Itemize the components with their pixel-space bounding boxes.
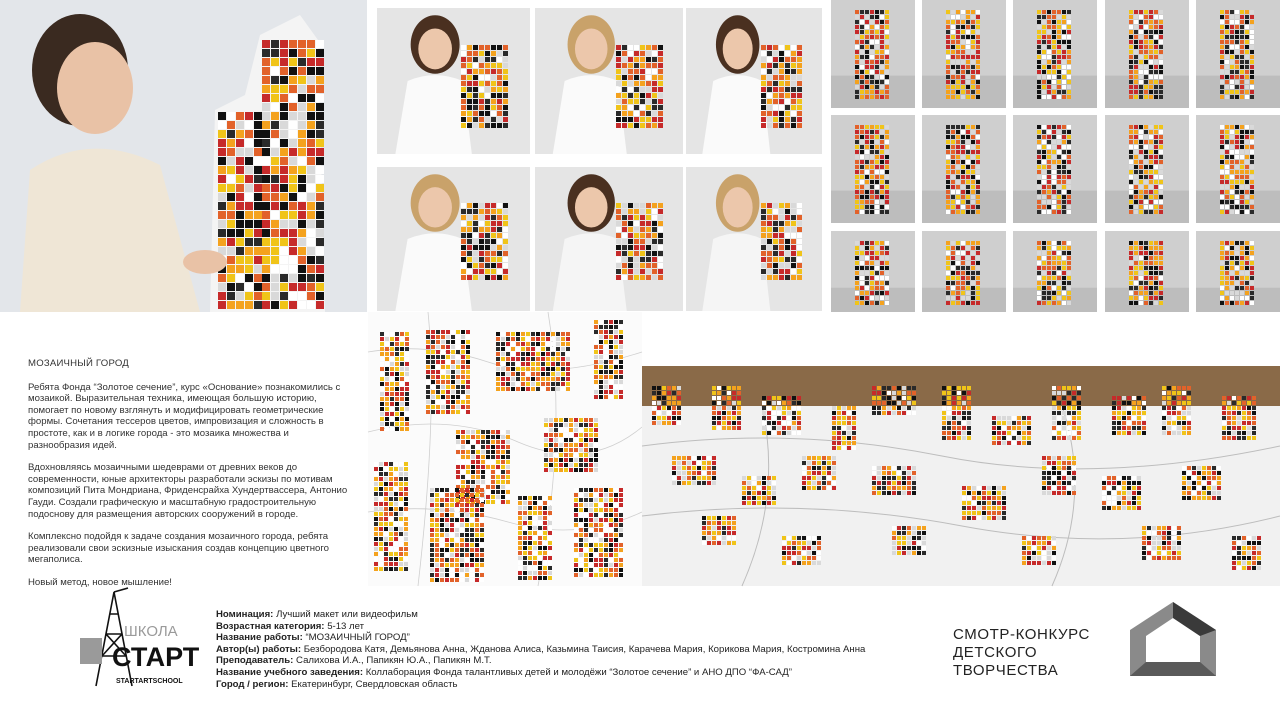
- photo-girl-2: [535, 8, 683, 154]
- description-title: МОЗАИЧНЫЙ ГОРОД: [28, 358, 129, 369]
- logo-word-top: ШКОЛА: [124, 623, 178, 640]
- info-nomination: Номинация: Лучший макет или видеофильм: [216, 609, 418, 620]
- city-model-photo: [642, 366, 1280, 586]
- contest-title: [953, 626, 1113, 680]
- main-photo-girl-with-mosaic: [0, 0, 367, 312]
- description-paragraph-2: Вдохновляясь мозаичными шедеврами от древних веков до современности, юные архитекторы разработали эскизы по мотивам композиций Пита Мондриана, Фриденсрайха Хундертвассера, Антонио Гауди. Создали графическую и масштабную градостроительную подоснову для размещения авторских сооружений в городе.: [28, 462, 348, 520]
- model-photo-11: [831, 231, 915, 312]
- model-photo-4: [1105, 0, 1189, 108]
- school-start-logo: [66, 586, 200, 690]
- model-photo-2: [922, 0, 1006, 108]
- sketches-panel: [368, 312, 642, 586]
- info-authors: Автор(ы) работы: Безбородова Катя, Демьянова Анна, Жданова Алиса, Казьмина Таисия, Карачева Мария, Корикова Мария, Костромина Анна: [216, 643, 866, 655]
- contest-house-logo: [1128, 600, 1218, 678]
- contest-title-line-3: ТВОРЧЕСТВА: [953, 662, 1059, 679]
- info-city: Город / регион: Екатеринбург, Свердловская область: [216, 678, 458, 690]
- model-photo-14: [1105, 231, 1189, 312]
- model-photo-7: [922, 115, 1006, 223]
- contest-title-line-2: ДЕТСКОГО: [953, 644, 1038, 661]
- model-photo-13: [1013, 231, 1097, 312]
- info-teacher: Преподаватель: Салихова И.А., Папикян Ю.А., Папикян М.Т.: [216, 655, 492, 667]
- logo-word-bottom: STARTARTSCHOOL: [116, 678, 183, 685]
- info-work-title: Название работы: “МОЗАИЧНЫЙ ГОРОД”: [216, 632, 410, 644]
- model-photo-9: [1105, 115, 1189, 223]
- model-photo-12: [922, 231, 1006, 312]
- model-photo-1: [831, 0, 915, 108]
- photo-girl-5: [535, 167, 683, 311]
- model-photo-10: [1196, 115, 1280, 223]
- photo-girl-6: [686, 167, 822, 311]
- photo-girl-1: [377, 8, 530, 154]
- description-paragraph-4: Новый метод, новое мышление!: [28, 576, 172, 588]
- model-photo-8: [1013, 115, 1097, 223]
- logo-word-main: СТАРТ: [112, 642, 200, 672]
- model-photo-5: [1196, 0, 1280, 108]
- photo-girl-4: [377, 167, 530, 311]
- contest-title-line-1: СМОТР-КОНКУРС: [953, 626, 1090, 643]
- model-photo-15: [1196, 231, 1280, 312]
- work-info-block: [216, 609, 936, 690]
- description-block: [28, 358, 350, 600]
- model-photo-3: [1013, 0, 1097, 108]
- info-institution: Название учебного заведения: Коллаборация Фонда талантливых детей и молодёжи “Золотое сечение” и АНО ДПО “ФА-САД”: [216, 666, 792, 678]
- model-photo-6: [831, 115, 915, 223]
- description-paragraph-1: Ребята Фонда “Золотое сечение”, курс «Основание» познакомились с мозаикой. Выразительная техника, имеющая большую историю, помогает по новому взглянуть и модифицировать геометрические формы. Сочетания тессеров цветов, импровизация и сложность в простоте, как и в логике города - это мозаика множества и разнообразия идей.: [28, 381, 341, 451]
- description-paragraph-3: Комплексно подойдя к задаче создания мозаичного города, ребята реализовали свои эскизные изыскания создав концепцию цветного мегаполиса.: [28, 531, 329, 566]
- photo-girl-3: [686, 8, 822, 154]
- info-age: Возрастная категория: 5-13 лет: [216, 620, 365, 632]
